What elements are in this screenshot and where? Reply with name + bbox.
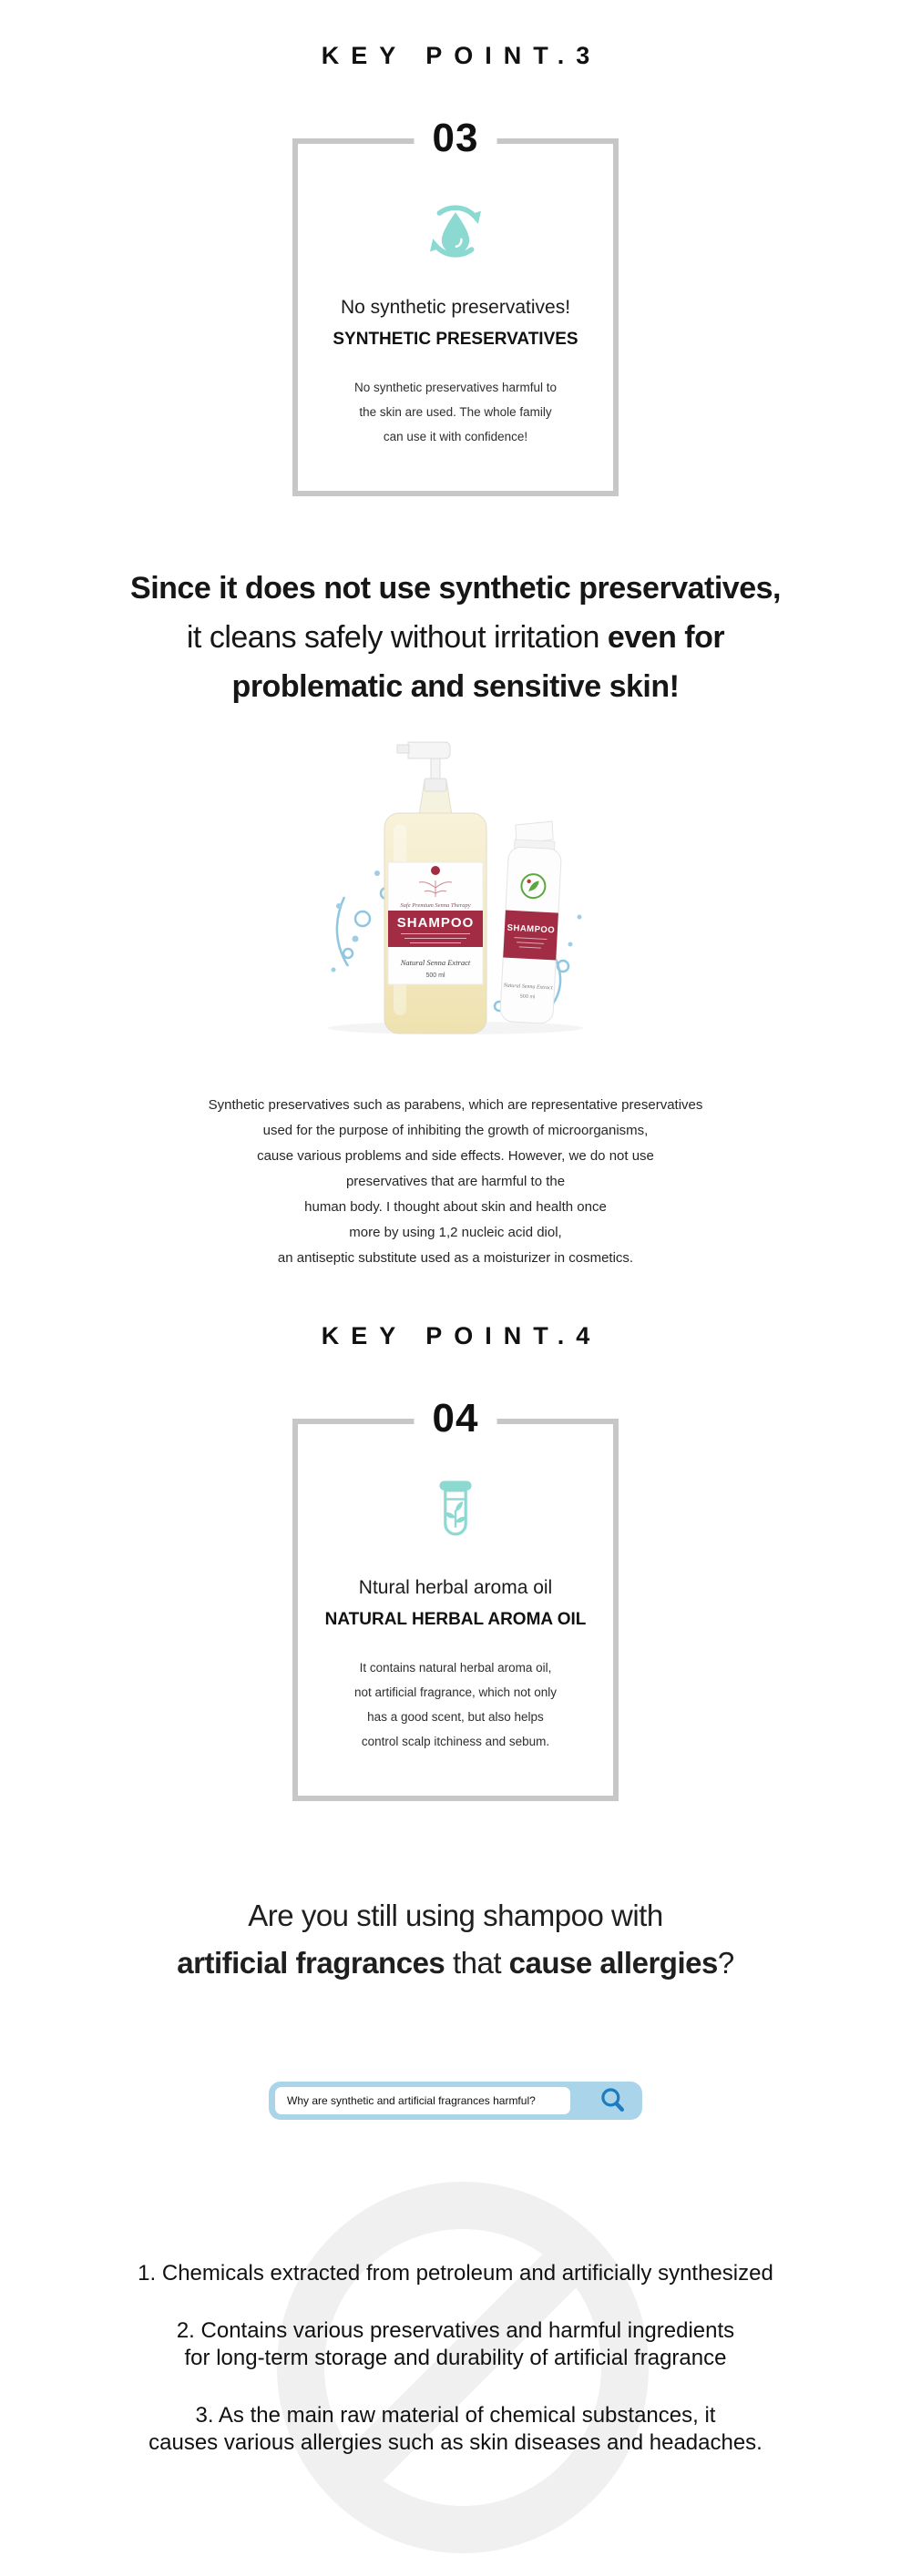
key-point-4-number: 04 — [415, 1397, 497, 1441]
large-bottle-label: SHAMPOO — [396, 915, 475, 931]
large-bottle-volume: 500 ml — [425, 972, 445, 979]
search-bar — [269, 2082, 642, 2120]
description-line: has a good scent, but also helps — [367, 1710, 544, 1724]
paragraph-line: Synthetic preservatives such as parabens, which are representative preservatives — [208, 1097, 703, 1113]
reason-line: 3. As the main raw material of chemical substances, it — [195, 2403, 716, 2428]
key-point-4-title: Ntural herbal aroma oil — [358, 1577, 553, 1598]
description-line: can use it with confidence! — [383, 430, 528, 443]
paragraph-line: more by using 1,2 nucleic acid diol, — [349, 1225, 562, 1240]
key-point-3-subtitle: SYNTHETIC PRESERVATIVES — [333, 330, 578, 349]
question-line-2: artificial fragrances that cause allergies? — [177, 1946, 734, 1980]
large-bottle-subtext: Natural Senna Extract — [400, 958, 471, 967]
small-bottle — [500, 820, 564, 1024]
paragraph-line: used for the purpose of inhibiting the growth of microorganisms, — [262, 1123, 649, 1138]
description-line: control scalp itchiness and sebum. — [361, 1735, 550, 1748]
paragraph-line: preservatives that are harmful to the — [345, 1174, 566, 1189]
search-button[interactable] — [599, 2086, 628, 2115]
reason-line: 1. Chemicals extracted from petroleum and artificially synthesized — [138, 2261, 773, 2286]
reason-line: for long-term storage and durability of artificial fragrance — [184, 2346, 727, 2370]
key-point-3-number: 03 — [415, 117, 497, 160]
reason-line: causes various allergies such as skin diseases and headaches. — [148, 2430, 763, 2455]
key-point-4-heading: KEY POINT.4 — [321, 1322, 602, 1349]
key-point-4-description — [311, 1655, 600, 1754]
small-bottle-subtext: Natural Senna Extract — [503, 983, 553, 992]
key-point-3-description — [311, 375, 600, 449]
large-bottle — [384, 742, 486, 1033]
drop-recycle-icon — [311, 195, 600, 268]
statement-line-1: Since it does not use synthetic preservatives, — [130, 571, 781, 606]
reasons-section — [0, 2158, 911, 2575]
small-bottle-label: SHAMPOO — [507, 922, 556, 936]
key-point-3-heading: KEY POINT.3 — [321, 42, 602, 69]
statement-line-3: problematic and sensitive skin! — [231, 669, 680, 704]
paragraph-line: human body. I thought about skin and health once — [304, 1199, 607, 1215]
key-point-3-title: No synthetic preservatives! — [340, 297, 571, 318]
small-bottle-volume: 500 ml — [519, 993, 536, 1001]
question-line-1: Are you still using shampoo with — [248, 1899, 663, 1932]
preservatives-paragraph — [0, 1093, 911, 1271]
description-line: not artificial fragrance, which not only — [353, 1685, 558, 1699]
reason-item-1 — [0, 2158, 911, 2287]
herbal-tube-icon — [311, 1475, 600, 1548]
paragraph-line: an antiseptic substitute used as a moisturizer in cosmetics. — [277, 1250, 634, 1266]
paragraph-line: cause various problems and side effects. However, we do not use — [257, 1148, 654, 1164]
product-image — [292, 728, 619, 1042]
search-icon — [599, 2104, 628, 2118]
key-point-4-card — [292, 1396, 619, 1801]
statement-heading — [0, 564, 911, 711]
reason-item-2 — [0, 2317, 911, 2372]
key-point-3-card — [292, 116, 619, 496]
description-line: the skin are used. The whole family — [359, 405, 552, 419]
search-input[interactable] — [275, 2087, 570, 2114]
reason-item-3 — [0, 2402, 911, 2457]
label-logo-dot — [431, 866, 440, 875]
large-bottle-tagline: Safe Premium Senna Therapy — [400, 902, 471, 909]
question-heading — [0, 1892, 911, 1987]
key-point-4-subtitle: NATURAL HERBAL AROMA OIL — [324, 1610, 587, 1629]
reason-line: 2. Contains various preservatives and harmful ingredients — [176, 2318, 735, 2343]
description-line: No synthetic preservatives harmful to — [353, 381, 558, 394]
description-line: It contains natural herbal aroma oil, — [359, 1661, 552, 1675]
statement-line-2: it cleans safely without irritation even for — [186, 620, 725, 655]
